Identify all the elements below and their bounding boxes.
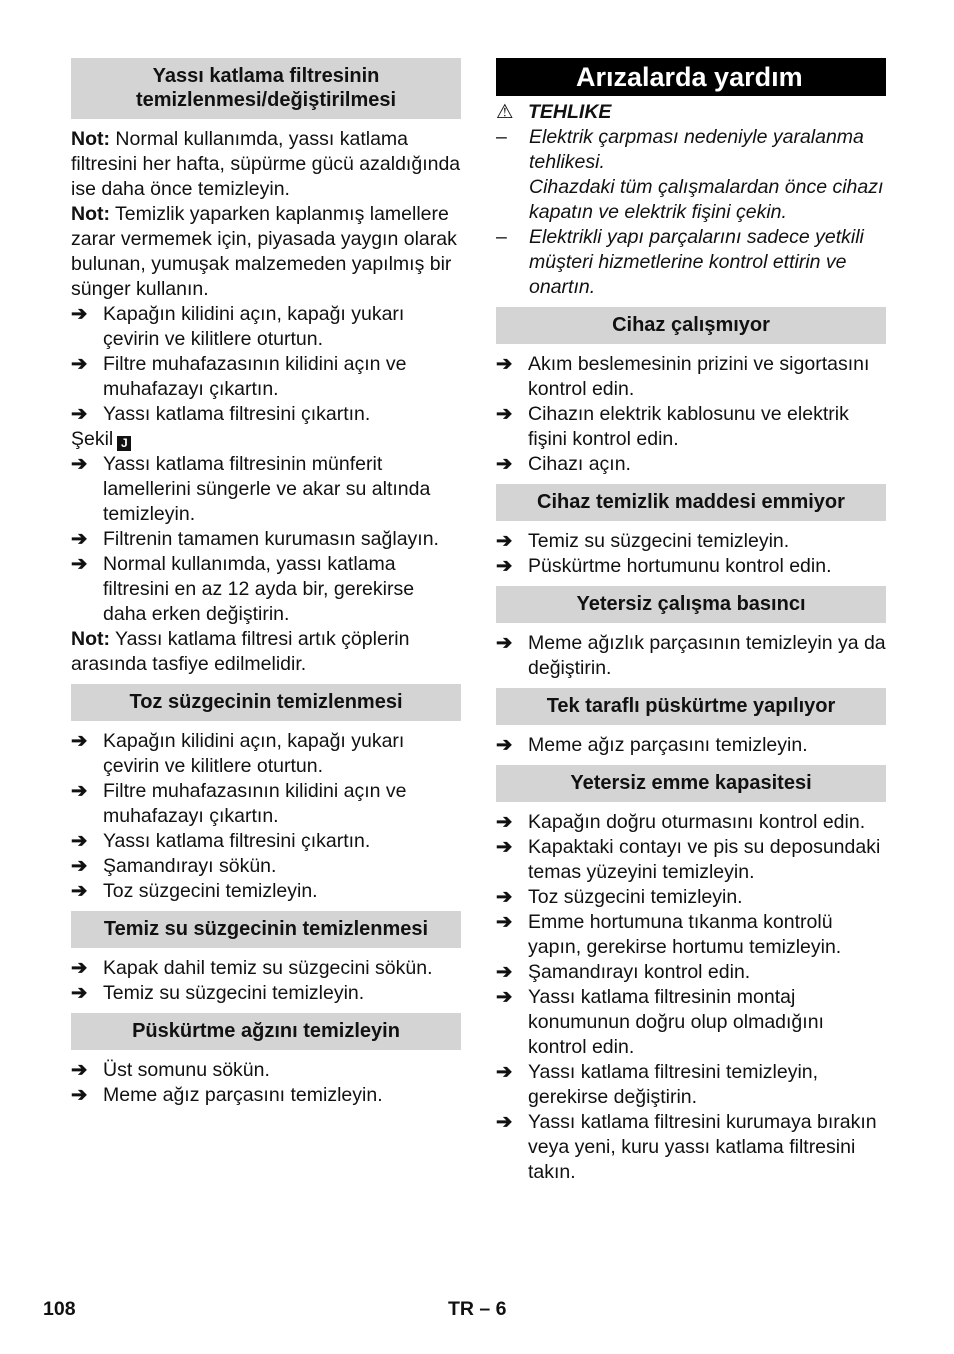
note-paragraph — [71, 627, 461, 677]
step-text: Cihazın elektrik kablosunu ve elektrik fişini kontrol edin. — [528, 403, 849, 450]
section-header-low-pressure: Yetersiz çalışma basıncı — [496, 586, 886, 623]
step-text: Üst somunu sökün. — [103, 1059, 270, 1081]
note-text: Yassı katlama filtresi artık çöplerin arasında tasfiye edilmelidir. — [71, 628, 410, 675]
step-text: Toz süzgecini temizleyin. — [103, 880, 318, 902]
step-text: Normal kullanımda, yassı katlama filtresini en az 12 ayda bir, gerekirse daha erken değiştirin. — [103, 553, 415, 625]
step-list — [496, 352, 886, 477]
step-item — [71, 352, 461, 402]
step-list — [71, 452, 461, 627]
step-text: Meme ağızlık parçasının temizleyin ya da değiştirin. — [528, 632, 886, 679]
step-text: Şamandırayı kontrol edin. — [528, 961, 751, 983]
arrow-right-icon: ➔ — [496, 1061, 513, 1083]
step-list — [71, 956, 461, 1006]
section-header-dust-filter: Toz süzgecinin temizlenmesi — [71, 684, 461, 721]
arrow-right-icon: ➔ — [496, 836, 513, 858]
step-item — [71, 1083, 461, 1108]
step-list — [496, 631, 886, 681]
arrow-right-icon: ➔ — [71, 528, 88, 550]
dash-icon: – — [496, 126, 507, 148]
step-text: Temiz su süzgecini temizleyin. — [528, 530, 790, 552]
step-item — [496, 529, 886, 554]
step-text: Kapaktaki contayı ve pis su deposundaki temas yüzeyini temizleyin. — [528, 836, 881, 883]
note-text: Temizlik yaparken kaplanmış lamellere zarar vermemek için, piyasada yaygın olarak bulunan, yumuşak malzemeden yapılmış bir sünger kullanın. — [71, 203, 457, 300]
note-paragraph — [71, 127, 461, 202]
step-text: Kapağın kilidini açın, kapağı yukarı çevirin ve kilitlere oturtun. — [103, 303, 405, 350]
step-item — [496, 452, 886, 477]
step-item — [71, 829, 461, 854]
section-header-no-detergent: Cihaz temizlik maddesi emmiyor — [496, 484, 886, 521]
figure-letter-icon: J — [117, 436, 131, 451]
step-list — [496, 733, 886, 758]
note-label: Not: — [71, 128, 110, 150]
arrow-right-icon: ➔ — [71, 780, 88, 802]
step-item — [71, 1058, 461, 1083]
step-text: Filtrenin tamamen kurumasın sağlayın. — [103, 528, 439, 550]
step-item — [496, 810, 886, 835]
step-item — [496, 1060, 886, 1110]
step-item — [496, 960, 886, 985]
warning-item — [496, 125, 886, 225]
arrow-right-icon: ➔ — [496, 911, 513, 933]
step-item — [71, 527, 461, 552]
step-text: Filtre muhafazasının kilidini açın ve muhafazayı çıkartın. — [103, 780, 407, 827]
step-item — [71, 779, 461, 829]
arrow-right-icon: ➔ — [496, 353, 513, 375]
step-text: Yassı katlama filtresini temizleyin, gerekirse değiştirin. — [528, 1061, 819, 1108]
section-header-spray-nozzle: Püskürtme ağzını temizleyin — [71, 1013, 461, 1050]
arrow-right-icon: ➔ — [71, 830, 88, 852]
step-item — [496, 402, 886, 452]
step-item — [71, 956, 461, 981]
page-number: 108 — [43, 1298, 76, 1320]
step-text: Yassı katlama filtresini çıkartın. — [103, 403, 371, 425]
step-item — [496, 910, 886, 960]
step-item — [496, 885, 886, 910]
arrow-right-icon: ➔ — [71, 1084, 88, 1106]
step-text: Yassı katlama filtresinin münferit lamellerini süngerle ve akar su altında temizleyin. — [103, 453, 431, 525]
arrow-right-icon: ➔ — [71, 957, 88, 979]
arrow-right-icon: ➔ — [71, 880, 88, 902]
arrow-right-icon: ➔ — [71, 353, 88, 375]
warning-item-text: Elektrikli yapı parçalarını sadece yetkili müşteri hizmetlerine kontrol ettirin ve onartın. — [529, 226, 864, 298]
arrow-right-icon: ➔ — [496, 1111, 513, 1133]
arrow-right-icon: ➔ — [496, 453, 513, 475]
arrow-right-icon: ➔ — [496, 632, 513, 654]
arrow-right-icon: ➔ — [496, 811, 513, 833]
arrow-right-icon: ➔ — [71, 730, 88, 752]
step-text: Kapak dahil temiz su süzgecini sökün. — [103, 957, 433, 979]
step-text: Meme ağız parçasını temizleyin. — [103, 1084, 383, 1106]
section-header-clean-water-filter: Temiz su süzgecinin temizlenmesi — [71, 911, 461, 948]
note-text: Normal kullanımda, yassı katlama filtresini her hafta, süpürme gücü azaldığında ise daha önce temizleyin. — [71, 128, 461, 200]
step-text: Filtre muhafazasının kilidini açın ve muhafazayı çıkartın. — [103, 353, 407, 400]
step-text: Kapağın kilidini açın, kapağı yukarı çevirin ve kilitlere oturtun. — [103, 730, 405, 777]
arrow-right-icon: ➔ — [71, 453, 88, 475]
step-item — [71, 981, 461, 1006]
section-header-device-not-working: Cihaz çalışmıyor — [496, 307, 886, 344]
arrow-right-icon: ➔ — [496, 986, 513, 1008]
arrow-right-icon: ➔ — [496, 886, 513, 908]
dash-icon: – — [496, 226, 507, 248]
arrow-right-icon: ➔ — [71, 403, 88, 425]
section-header-flat-filter — [71, 58, 461, 119]
step-list — [71, 729, 461, 904]
section-header-one-sided-spray: Tek taraflı püskürtme yapılıyor — [496, 688, 886, 725]
step-item — [496, 352, 886, 402]
left-column — [71, 58, 461, 1108]
step-text: Toz süzgecini temizleyin. — [528, 886, 743, 908]
arrow-right-icon: ➔ — [71, 855, 88, 877]
step-text: Meme ağız parçasını temizleyin. — [528, 734, 808, 756]
arrow-right-icon: ➔ — [71, 982, 88, 1004]
step-list — [71, 1058, 461, 1108]
step-text: Yassı katlama filtresini kurumaya bırakın veya yeni, kuru yassı katlama filtresini takın. — [528, 1111, 877, 1183]
step-item — [71, 452, 461, 527]
right-column — [496, 58, 886, 1185]
step-text: Şamandırayı sökün. — [103, 855, 277, 877]
step-item — [71, 854, 461, 879]
note-label: Not: — [71, 628, 110, 650]
step-text: Emme hortumuna tıkanma kontrolü yapın, gerekirse hortumu temizleyin. — [528, 911, 842, 958]
step-item — [71, 879, 461, 904]
chapter-title: Arızalarda yardım — [496, 58, 886, 96]
section-title-line2: temizlenmesi/değiştirilmesi — [135, 89, 397, 111]
warning-list — [496, 125, 886, 300]
arrow-right-icon: ➔ — [496, 403, 513, 425]
warning-item-text: Elektrik çarpması nedeniyle yaralanma tehlikesi. — [529, 126, 864, 173]
arrow-right-icon: ➔ — [496, 555, 513, 577]
step-list — [496, 810, 886, 1185]
step-text: Yassı katlama filtresinin montaj konumunun doğru olup olmadığını kontrol edin. — [528, 986, 824, 1058]
step-text: Temiz su süzgecini temizleyin. — [103, 982, 365, 1004]
note-label: Not: — [71, 203, 110, 225]
step-item — [71, 729, 461, 779]
warning-label: TEHLIKE — [528, 101, 612, 123]
step-text: Cihazı açın. — [528, 453, 631, 475]
step-text: Yassı katlama filtresini çıkartın. — [103, 830, 371, 852]
step-item — [496, 1110, 886, 1185]
step-text: Akım beslemesinin prizini ve sigortasını kontrol edin. — [528, 353, 870, 400]
step-list — [71, 302, 461, 427]
arrow-right-icon: ➔ — [71, 303, 88, 325]
arrow-right-icon: ➔ — [496, 734, 513, 756]
arrow-right-icon: ➔ — [496, 530, 513, 552]
step-item — [496, 554, 886, 579]
step-item — [496, 631, 886, 681]
step-list — [496, 529, 886, 579]
step-item — [71, 402, 461, 427]
step-item — [496, 985, 886, 1060]
step-item — [496, 835, 886, 885]
section-title-line1: Yassı katlama filtresinin — [152, 65, 380, 87]
figure-reference — [71, 427, 461, 452]
arrow-right-icon: ➔ — [71, 553, 88, 575]
arrow-right-icon: ➔ — [496, 961, 513, 983]
step-text: Püskürtme hortumunu kontrol edin. — [528, 555, 832, 577]
arrow-right-icon: ➔ — [71, 1059, 88, 1081]
warning-extra-text: Cihazdaki tüm çalışmalardan önce cihazı kapatın ve elektrik fişini çekin. — [529, 176, 884, 223]
step-item — [71, 302, 461, 352]
warning-triangle-icon: ⚠ — [496, 101, 514, 123]
step-item — [71, 552, 461, 627]
section-header-low-suction: Yetersiz emme kapasitesi — [496, 765, 886, 802]
step-item — [496, 733, 886, 758]
section-reference: TR – 6 — [448, 1298, 507, 1320]
danger-warning — [496, 100, 886, 125]
note-paragraph — [71, 202, 461, 302]
warning-item — [496, 225, 886, 300]
figure-label: Şekil — [71, 428, 114, 450]
step-text: Kapağın doğru oturmasını kontrol edin. — [528, 811, 866, 833]
